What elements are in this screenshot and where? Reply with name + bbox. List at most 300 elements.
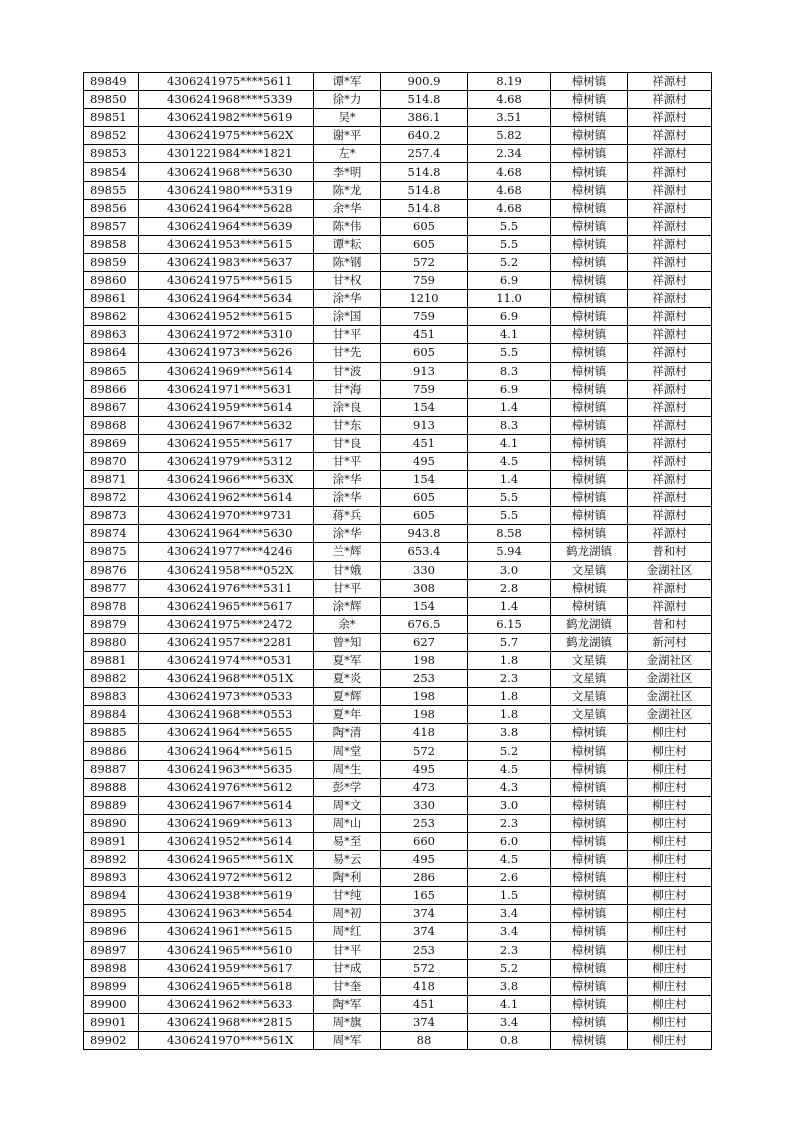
amount-cell: 451 xyxy=(381,326,468,344)
amount-cell: 514.8 xyxy=(381,163,468,181)
person-name-cell: 蒋*兵 xyxy=(314,507,381,525)
village-cell: 祥源村 xyxy=(628,308,712,326)
village-cell: 祥源村 xyxy=(628,507,712,525)
quantity-cell: 4.68 xyxy=(468,91,551,109)
serial-number-cell: 89865 xyxy=(84,362,139,380)
table-row xyxy=(84,814,712,832)
quantity-cell: 4.68 xyxy=(468,181,551,199)
person-name-cell: 周*文 xyxy=(314,796,381,814)
table-row xyxy=(84,615,712,633)
serial-number-cell: 89871 xyxy=(84,471,139,489)
id-number-cell: 4306241952****5614 xyxy=(139,832,314,850)
person-name-cell: 陈*钢 xyxy=(314,253,381,271)
town-cell: 樟树镇 xyxy=(551,597,628,615)
id-number-cell: 4306241976****5311 xyxy=(139,579,314,597)
id-number-cell: 4306241967****5632 xyxy=(139,416,314,434)
quantity-cell: 1.5 xyxy=(468,887,551,905)
village-cell: 祥源村 xyxy=(628,253,712,271)
serial-number-cell: 89900 xyxy=(84,995,139,1013)
quantity-cell: 6.0 xyxy=(468,832,551,850)
quantity-cell: 5.5 xyxy=(468,344,551,362)
amount-cell: 1210 xyxy=(381,290,468,308)
town-cell: 樟树镇 xyxy=(551,91,628,109)
table-row xyxy=(84,434,712,452)
person-name-cell: 甘*平 xyxy=(314,326,381,344)
id-number-cell: 4306241969****5613 xyxy=(139,814,314,832)
table-row xyxy=(84,923,712,941)
amount-cell: 253 xyxy=(381,814,468,832)
quantity-cell: 4.1 xyxy=(468,995,551,1013)
serial-number-cell: 89887 xyxy=(84,760,139,778)
quantity-cell: 6.9 xyxy=(468,272,551,290)
amount-cell: 198 xyxy=(381,688,468,706)
town-cell: 樟树镇 xyxy=(551,235,628,253)
amount-cell: 451 xyxy=(381,434,468,452)
id-number-cell: 4306241953****5615 xyxy=(139,235,314,253)
quantity-cell: 5.2 xyxy=(468,959,551,977)
amount-cell: 514.8 xyxy=(381,199,468,217)
village-cell: 祥源村 xyxy=(628,398,712,416)
table-row xyxy=(84,308,712,326)
table-row xyxy=(84,326,712,344)
table-row xyxy=(84,869,712,887)
town-cell: 文星镇 xyxy=(551,652,628,670)
town-cell: 樟树镇 xyxy=(551,959,628,977)
person-name-cell: 谭*耘 xyxy=(314,235,381,253)
serial-number-cell: 89883 xyxy=(84,688,139,706)
id-number-cell: 4306241966****563X xyxy=(139,471,314,489)
village-cell: 祥源村 xyxy=(628,73,712,91)
id-number-cell: 4306241983****5637 xyxy=(139,253,314,271)
table-row xyxy=(84,851,712,869)
town-cell: 樟树镇 xyxy=(551,344,628,362)
village-cell: 祥源村 xyxy=(628,290,712,308)
town-cell: 樟树镇 xyxy=(551,326,628,344)
table-row xyxy=(84,760,712,778)
serial-number-cell: 89890 xyxy=(84,814,139,832)
person-name-cell: 陈*伟 xyxy=(314,217,381,235)
table-row xyxy=(84,362,712,380)
village-cell: 柳庄村 xyxy=(628,941,712,959)
quantity-cell: 2.6 xyxy=(468,869,551,887)
person-name-cell: 甘*海 xyxy=(314,380,381,398)
quantity-cell: 3.0 xyxy=(468,561,551,579)
village-cell: 柳庄村 xyxy=(628,760,712,778)
table-body xyxy=(84,73,712,1050)
person-name-cell: 涂*华 xyxy=(314,290,381,308)
serial-number-cell: 89875 xyxy=(84,543,139,561)
serial-number-cell: 89901 xyxy=(84,1013,139,1031)
village-cell: 祥源村 xyxy=(628,597,712,615)
serial-number-cell: 89881 xyxy=(84,652,139,670)
table-row xyxy=(84,73,712,91)
id-number-cell: 4306241970****561X xyxy=(139,1031,314,1049)
table-row xyxy=(84,199,712,217)
id-number-cell: 4306241962****5614 xyxy=(139,489,314,507)
id-number-cell: 4306241982****5619 xyxy=(139,109,314,127)
village-cell: 柳庄村 xyxy=(628,832,712,850)
person-name-cell: 易*至 xyxy=(314,832,381,850)
id-number-cell: 4306241961****5615 xyxy=(139,923,314,941)
amount-cell: 514.8 xyxy=(381,181,468,199)
data-table xyxy=(83,72,712,1050)
id-number-cell: 4301221984****1821 xyxy=(139,145,314,163)
id-number-cell: 4306241972****5310 xyxy=(139,326,314,344)
amount-cell: 514.8 xyxy=(381,91,468,109)
table-row xyxy=(84,127,712,145)
town-cell: 樟树镇 xyxy=(551,778,628,796)
table-row xyxy=(84,941,712,959)
id-number-cell: 4306241952****5615 xyxy=(139,308,314,326)
table-row xyxy=(84,380,712,398)
town-cell: 文星镇 xyxy=(551,561,628,579)
table-row xyxy=(84,688,712,706)
town-cell: 樟树镇 xyxy=(551,127,628,145)
id-number-cell: 4306241955****5617 xyxy=(139,434,314,452)
serial-number-cell: 89861 xyxy=(84,290,139,308)
table-row xyxy=(84,489,712,507)
person-name-cell: 陶*军 xyxy=(314,995,381,1013)
quantity-cell: 2.3 xyxy=(468,814,551,832)
serial-number-cell: 89880 xyxy=(84,633,139,651)
id-number-cell: 4306241959****5614 xyxy=(139,398,314,416)
serial-number-cell: 89858 xyxy=(84,235,139,253)
table-row xyxy=(84,525,712,543)
serial-number-cell: 89882 xyxy=(84,670,139,688)
amount-cell: 451 xyxy=(381,995,468,1013)
id-number-cell: 4306241975****5615 xyxy=(139,272,314,290)
quantity-cell: 4.3 xyxy=(468,778,551,796)
amount-cell: 759 xyxy=(381,380,468,398)
person-name-cell: 涂*华 xyxy=(314,525,381,543)
village-cell: 祥源村 xyxy=(628,344,712,362)
table-row xyxy=(84,272,712,290)
serial-number-cell: 89894 xyxy=(84,887,139,905)
village-cell: 祥源村 xyxy=(628,416,712,434)
amount-cell: 605 xyxy=(381,507,468,525)
quantity-cell: 4.1 xyxy=(468,326,551,344)
town-cell: 文星镇 xyxy=(551,706,628,724)
quantity-cell: 1.4 xyxy=(468,398,551,416)
person-name-cell: 谢*平 xyxy=(314,127,381,145)
amount-cell: 418 xyxy=(381,724,468,742)
town-cell: 鹤龙湖镇 xyxy=(551,615,628,633)
village-cell: 祥源村 xyxy=(628,471,712,489)
person-name-cell: 涂*良 xyxy=(314,398,381,416)
person-name-cell: 甘*平 xyxy=(314,579,381,597)
amount-cell: 759 xyxy=(381,272,468,290)
table-row xyxy=(84,905,712,923)
amount-cell: 759 xyxy=(381,308,468,326)
village-cell: 祥源村 xyxy=(628,145,712,163)
person-name-cell: 甘*奎 xyxy=(314,977,381,995)
village-cell: 柳庄村 xyxy=(628,724,712,742)
id-number-cell: 4306241957****2281 xyxy=(139,633,314,651)
quantity-cell: 4.1 xyxy=(468,434,551,452)
village-cell: 金湖社区 xyxy=(628,652,712,670)
serial-number-cell: 89893 xyxy=(84,869,139,887)
table-row xyxy=(84,652,712,670)
village-cell: 祥源村 xyxy=(628,91,712,109)
person-name-cell: 夏*炎 xyxy=(314,670,381,688)
table-row xyxy=(84,778,712,796)
person-name-cell: 甘*平 xyxy=(314,452,381,470)
serial-number-cell: 89896 xyxy=(84,923,139,941)
town-cell: 樟树镇 xyxy=(551,145,628,163)
village-cell: 祥源村 xyxy=(628,579,712,597)
village-cell: 祥源村 xyxy=(628,380,712,398)
village-cell: 祥源村 xyxy=(628,326,712,344)
village-cell: 柳庄村 xyxy=(628,977,712,995)
serial-number-cell: 89878 xyxy=(84,597,139,615)
village-cell: 柳庄村 xyxy=(628,959,712,977)
table-row xyxy=(84,561,712,579)
quantity-cell: 5.2 xyxy=(468,253,551,271)
person-name-cell: 曾*知 xyxy=(314,633,381,651)
town-cell: 鹤龙湖镇 xyxy=(551,633,628,651)
town-cell: 文星镇 xyxy=(551,688,628,706)
serial-number-cell: 89862 xyxy=(84,308,139,326)
id-number-cell: 4306241965****561X xyxy=(139,851,314,869)
table-row xyxy=(84,1031,712,1049)
town-cell: 樟树镇 xyxy=(551,796,628,814)
town-cell: 樟树镇 xyxy=(551,832,628,850)
village-cell: 祥源村 xyxy=(628,217,712,235)
town-cell: 樟树镇 xyxy=(551,272,628,290)
amount-cell: 913 xyxy=(381,416,468,434)
amount-cell: 473 xyxy=(381,778,468,796)
town-cell: 樟树镇 xyxy=(551,398,628,416)
person-name-cell: 甘*娥 xyxy=(314,561,381,579)
serial-number-cell: 89860 xyxy=(84,272,139,290)
id-number-cell: 4306241970****9731 xyxy=(139,507,314,525)
serial-number-cell: 89868 xyxy=(84,416,139,434)
town-cell: 樟树镇 xyxy=(551,507,628,525)
village-cell: 祥源村 xyxy=(628,452,712,470)
village-cell: 金湖社区 xyxy=(628,688,712,706)
amount-cell: 374 xyxy=(381,923,468,941)
amount-cell: 253 xyxy=(381,941,468,959)
id-number-cell: 4306241968****051X xyxy=(139,670,314,688)
table-row xyxy=(84,235,712,253)
quantity-cell: 2.3 xyxy=(468,941,551,959)
quantity-cell: 11.0 xyxy=(468,290,551,308)
serial-number-cell: 89869 xyxy=(84,434,139,452)
town-cell: 樟树镇 xyxy=(551,217,628,235)
person-name-cell: 甘*权 xyxy=(314,272,381,290)
town-cell: 樟树镇 xyxy=(551,923,628,941)
quantity-cell: 3.51 xyxy=(468,109,551,127)
quantity-cell: 5.5 xyxy=(468,507,551,525)
serial-number-cell: 89879 xyxy=(84,615,139,633)
table-row xyxy=(84,344,712,362)
person-name-cell: 陶*清 xyxy=(314,724,381,742)
person-name-cell: 涂*华 xyxy=(314,471,381,489)
serial-number-cell: 89873 xyxy=(84,507,139,525)
town-cell: 樟树镇 xyxy=(551,814,628,832)
table-row xyxy=(84,1013,712,1031)
quantity-cell: 4.5 xyxy=(468,452,551,470)
id-number-cell: 4306241958****052X xyxy=(139,561,314,579)
amount-cell: 495 xyxy=(381,452,468,470)
serial-number-cell: 89859 xyxy=(84,253,139,271)
village-cell: 柳庄村 xyxy=(628,869,712,887)
amount-cell: 660 xyxy=(381,832,468,850)
village-cell: 祥源村 xyxy=(628,181,712,199)
id-number-cell: 4306241962****5633 xyxy=(139,995,314,1013)
town-cell: 樟树镇 xyxy=(551,1031,628,1049)
serial-number-cell: 89877 xyxy=(84,579,139,597)
quantity-cell: 5.5 xyxy=(468,217,551,235)
town-cell: 樟树镇 xyxy=(551,362,628,380)
amount-cell: 495 xyxy=(381,851,468,869)
serial-number-cell: 89854 xyxy=(84,163,139,181)
quantity-cell: 8.3 xyxy=(468,416,551,434)
quantity-cell: 6.9 xyxy=(468,308,551,326)
person-name-cell: 彭*学 xyxy=(314,778,381,796)
table-row xyxy=(84,977,712,995)
amount-cell: 154 xyxy=(381,471,468,489)
quantity-cell: 3.8 xyxy=(468,977,551,995)
id-number-cell: 4306241963****5654 xyxy=(139,905,314,923)
town-cell: 樟树镇 xyxy=(551,525,628,543)
table-row xyxy=(84,253,712,271)
amount-cell: 495 xyxy=(381,760,468,778)
village-cell: 柳庄村 xyxy=(628,887,712,905)
amount-cell: 165 xyxy=(381,887,468,905)
amount-cell: 308 xyxy=(381,579,468,597)
serial-number-cell: 89884 xyxy=(84,706,139,724)
quantity-cell: 3.4 xyxy=(468,905,551,923)
id-number-cell: 4306241979****5312 xyxy=(139,452,314,470)
village-cell: 新河村 xyxy=(628,633,712,651)
amount-cell: 653.4 xyxy=(381,543,468,561)
quantity-cell: 2.3 xyxy=(468,670,551,688)
person-name-cell: 徐*力 xyxy=(314,91,381,109)
quantity-cell: 0.8 xyxy=(468,1031,551,1049)
serial-number-cell: 89852 xyxy=(84,127,139,145)
serial-number-cell: 89888 xyxy=(84,778,139,796)
town-cell: 樟树镇 xyxy=(551,995,628,1013)
id-number-cell: 4306241965****5617 xyxy=(139,597,314,615)
town-cell: 樟树镇 xyxy=(551,416,628,434)
quantity-cell: 6.15 xyxy=(468,615,551,633)
town-cell: 樟树镇 xyxy=(551,434,628,452)
id-number-cell: 4306241964****5655 xyxy=(139,724,314,742)
town-cell: 鹤龙湖镇 xyxy=(551,543,628,561)
village-cell: 柳庄村 xyxy=(628,1031,712,1049)
amount-cell: 253 xyxy=(381,670,468,688)
village-cell: 祥源村 xyxy=(628,434,712,452)
village-cell: 柳庄村 xyxy=(628,814,712,832)
id-number-cell: 4306241973****5626 xyxy=(139,344,314,362)
village-cell: 祥源村 xyxy=(628,109,712,127)
person-name-cell: 左* xyxy=(314,145,381,163)
town-cell: 樟树镇 xyxy=(551,290,628,308)
id-number-cell: 4306241965****5618 xyxy=(139,977,314,995)
town-cell: 樟树镇 xyxy=(551,199,628,217)
id-number-cell: 4306241968****0553 xyxy=(139,706,314,724)
table-row xyxy=(84,724,712,742)
table-row xyxy=(84,597,712,615)
quantity-cell: 3.4 xyxy=(468,923,551,941)
person-name-cell: 陈*龙 xyxy=(314,181,381,199)
id-number-cell: 4306241974****0531 xyxy=(139,652,314,670)
person-name-cell: 余* xyxy=(314,615,381,633)
amount-cell: 605 xyxy=(381,217,468,235)
amount-cell: 913 xyxy=(381,362,468,380)
town-cell: 樟树镇 xyxy=(551,887,628,905)
amount-cell: 627 xyxy=(381,633,468,651)
village-cell: 普和村 xyxy=(628,543,712,561)
quantity-cell: 4.5 xyxy=(468,851,551,869)
person-name-cell: 涂*辉 xyxy=(314,597,381,615)
village-cell: 祥源村 xyxy=(628,272,712,290)
town-cell: 樟树镇 xyxy=(551,977,628,995)
id-number-cell: 4306241968****5630 xyxy=(139,163,314,181)
serial-number-cell: 89899 xyxy=(84,977,139,995)
serial-number-cell: 89857 xyxy=(84,217,139,235)
id-number-cell: 4306241964****5615 xyxy=(139,742,314,760)
quantity-cell: 5.5 xyxy=(468,489,551,507)
serial-number-cell: 89856 xyxy=(84,199,139,217)
quantity-cell: 5.5 xyxy=(468,235,551,253)
table-row xyxy=(84,796,712,814)
quantity-cell: 8.3 xyxy=(468,362,551,380)
amount-cell: 88 xyxy=(381,1031,468,1049)
town-cell: 樟树镇 xyxy=(551,163,628,181)
id-number-cell: 4306241959****5617 xyxy=(139,959,314,977)
table-row xyxy=(84,181,712,199)
quantity-cell: 3.0 xyxy=(468,796,551,814)
id-number-cell: 4306241975****5611 xyxy=(139,73,314,91)
person-name-cell: 甘*良 xyxy=(314,434,381,452)
table-row xyxy=(84,742,712,760)
quantity-cell: 5.94 xyxy=(468,543,551,561)
person-name-cell: 兰*辉 xyxy=(314,543,381,561)
table-row xyxy=(84,452,712,470)
id-number-cell: 4306241965****5610 xyxy=(139,941,314,959)
person-name-cell: 周*堂 xyxy=(314,742,381,760)
village-cell: 祥源村 xyxy=(628,163,712,181)
quantity-cell: 1.4 xyxy=(468,471,551,489)
serial-number-cell: 89902 xyxy=(84,1031,139,1049)
quantity-cell: 8.19 xyxy=(468,73,551,91)
id-number-cell: 4306241975****562X xyxy=(139,127,314,145)
amount-cell: 605 xyxy=(381,235,468,253)
person-name-cell: 周*生 xyxy=(314,760,381,778)
id-number-cell: 4306241968****2815 xyxy=(139,1013,314,1031)
person-name-cell: 甘*成 xyxy=(314,959,381,977)
serial-number-cell: 89870 xyxy=(84,452,139,470)
amount-cell: 900.9 xyxy=(381,73,468,91)
serial-number-cell: 89863 xyxy=(84,326,139,344)
table-row xyxy=(84,290,712,308)
village-cell: 祥源村 xyxy=(628,489,712,507)
quantity-cell: 3.8 xyxy=(468,724,551,742)
amount-cell: 572 xyxy=(381,253,468,271)
id-number-cell: 4306241964****5634 xyxy=(139,290,314,308)
table-row xyxy=(84,109,712,127)
serial-number-cell: 89872 xyxy=(84,489,139,507)
person-name-cell: 夏*辉 xyxy=(314,688,381,706)
village-cell: 祥源村 xyxy=(628,199,712,217)
serial-number-cell: 89853 xyxy=(84,145,139,163)
person-name-cell: 夏*年 xyxy=(314,706,381,724)
village-cell: 祥源村 xyxy=(628,235,712,253)
table-row xyxy=(84,887,712,905)
village-cell: 柳庄村 xyxy=(628,923,712,941)
